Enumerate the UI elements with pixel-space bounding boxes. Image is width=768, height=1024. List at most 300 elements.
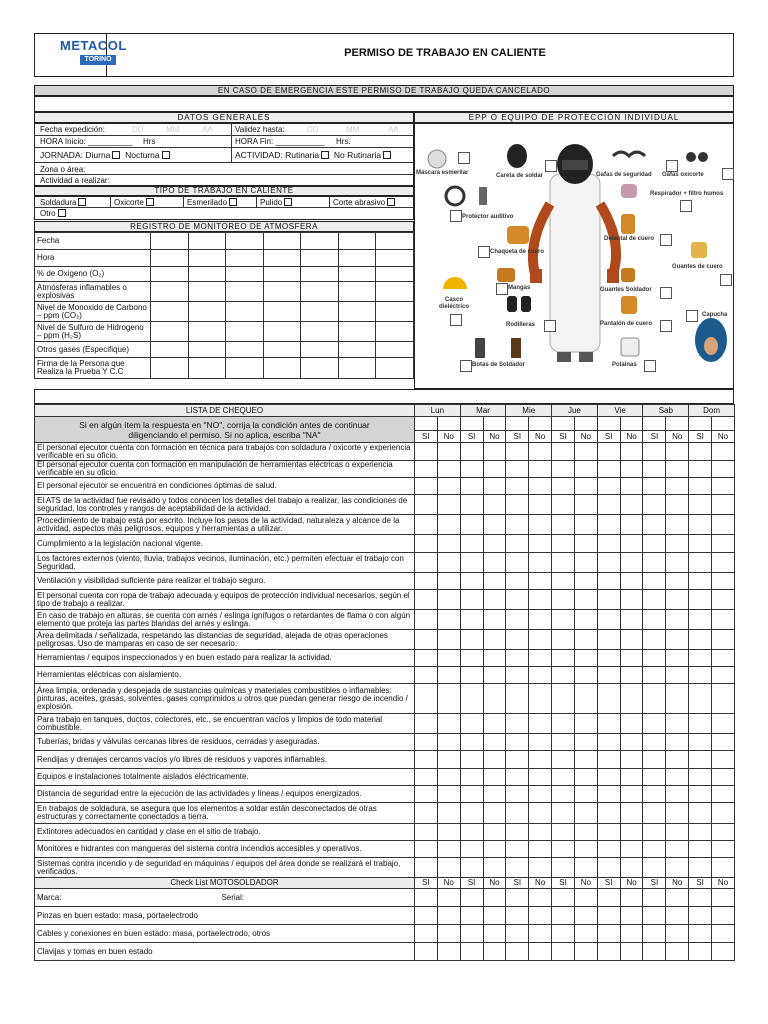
- epp-guantes-soldador-checkbox[interactable]: [660, 287, 672, 299]
- epp-respirador-checkbox[interactable]: [680, 200, 692, 212]
- no-check-cell[interactable]: [666, 610, 689, 630]
- no-check-cell[interactable]: [437, 786, 460, 803]
- si-check-cell[interactable]: [597, 858, 620, 878]
- no-check-cell[interactable]: [529, 734, 552, 751]
- si-check-cell[interactable]: [552, 769, 575, 786]
- no-check-cell[interactable]: [529, 443, 552, 461]
- no-check-cell[interactable]: [620, 461, 643, 478]
- atmosphere-cell[interactable]: [376, 233, 414, 250]
- si-check-cell[interactable]: [552, 925, 575, 943]
- no-check-cell[interactable]: [574, 630, 597, 650]
- no-check-cell[interactable]: [574, 907, 597, 925]
- tipo-corte-abrasivo[interactable]: [333, 198, 395, 207]
- si-check-cell[interactable]: [689, 751, 712, 769]
- si-check-cell[interactable]: [552, 858, 575, 878]
- no-check-cell[interactable]: [529, 714, 552, 734]
- atmosphere-cell[interactable]: [226, 342, 264, 358]
- si-check-cell[interactable]: [415, 590, 438, 610]
- no-check-cell[interactable]: [529, 858, 552, 878]
- atmosphere-cell[interactable]: [338, 358, 376, 379]
- no-check-cell[interactable]: [666, 907, 689, 925]
- pulido-checkbox[interactable]: [284, 198, 292, 206]
- no-check-cell[interactable]: [712, 841, 735, 858]
- si-check-cell[interactable]: [689, 841, 712, 858]
- no-check-cell[interactable]: [529, 786, 552, 803]
- si-check-cell[interactable]: [597, 650, 620, 667]
- si-check-cell[interactable]: [552, 714, 575, 734]
- fecha-mm-field[interactable]: MM: [166, 125, 180, 134]
- no-check-cell[interactable]: [529, 535, 552, 553]
- atmosphere-cell[interactable]: [301, 302, 339, 322]
- no-check-cell[interactable]: [574, 803, 597, 824]
- si-check-cell[interactable]: [506, 443, 529, 461]
- no-check-cell[interactable]: [529, 907, 552, 925]
- atmosphere-cell[interactable]: [151, 233, 189, 250]
- marca-label[interactable]: Marca:: [37, 892, 62, 902]
- epp-guantes-cuero-checkbox[interactable]: [720, 274, 732, 286]
- si-check-cell[interactable]: [460, 734, 483, 751]
- no-check-cell[interactable]: [483, 630, 506, 650]
- si-check-cell[interactable]: [415, 769, 438, 786]
- si-check-cell[interactable]: [415, 443, 438, 461]
- no-check-cell[interactable]: [666, 478, 689, 495]
- no-check-cell[interactable]: [529, 461, 552, 478]
- no-check-cell[interactable]: [529, 650, 552, 667]
- no-check-cell[interactable]: [620, 907, 643, 925]
- no-check-cell[interactable]: [666, 515, 689, 535]
- no-check-cell[interactable]: [712, 803, 735, 824]
- si-check-cell[interactable]: [506, 535, 529, 553]
- no-check-cell[interactable]: [483, 803, 506, 824]
- si-check-cell[interactable]: [689, 667, 712, 684]
- si-check-cell[interactable]: [643, 610, 666, 630]
- si-check-cell[interactable]: [643, 650, 666, 667]
- no-check-cell[interactable]: [437, 751, 460, 769]
- no-check-cell[interactable]: [666, 714, 689, 734]
- si-check-cell[interactable]: [415, 751, 438, 769]
- no-check-cell[interactable]: [437, 553, 460, 573]
- si-check-cell[interactable]: [460, 769, 483, 786]
- si-check-cell[interactable]: [689, 684, 712, 714]
- atmosphere-cell[interactable]: [301, 250, 339, 267]
- si-check-cell[interactable]: [460, 515, 483, 535]
- no-check-cell[interactable]: [712, 734, 735, 751]
- no-check-cell[interactable]: [666, 667, 689, 684]
- atmosphere-cell[interactable]: [226, 282, 264, 302]
- si-check-cell[interactable]: [415, 925, 438, 943]
- si-check-cell[interactable]: [460, 553, 483, 573]
- no-check-cell[interactable]: [666, 769, 689, 786]
- si-check-cell[interactable]: [460, 667, 483, 684]
- epp-botas-checkbox[interactable]: [460, 360, 472, 372]
- si-check-cell[interactable]: [643, 714, 666, 734]
- no-check-cell[interactable]: [574, 461, 597, 478]
- si-check-cell[interactable]: [460, 714, 483, 734]
- si-check-cell[interactable]: [552, 786, 575, 803]
- si-check-cell[interactable]: [506, 803, 529, 824]
- no-check-cell[interactable]: [574, 841, 597, 858]
- atmosphere-cell[interactable]: [226, 233, 264, 250]
- atmosphere-cell[interactable]: [151, 267, 189, 282]
- no-check-cell[interactable]: [437, 841, 460, 858]
- epp-delantal-checkbox[interactable]: [660, 234, 672, 246]
- no-check-cell[interactable]: [712, 751, 735, 769]
- no-check-cell[interactable]: [620, 751, 643, 769]
- si-check-cell[interactable]: [643, 590, 666, 610]
- si-check-cell[interactable]: [643, 943, 666, 961]
- si-check-cell[interactable]: [689, 573, 712, 590]
- no-check-cell[interactable]: [483, 769, 506, 786]
- no-check-cell[interactable]: [483, 714, 506, 734]
- no-check-cell[interactable]: [437, 478, 460, 495]
- no-check-cell[interactable]: [712, 461, 735, 478]
- no-check-cell[interactable]: [437, 824, 460, 841]
- si-check-cell[interactable]: [415, 573, 438, 590]
- epp-gafas-oxi-checkbox[interactable]: [722, 168, 734, 180]
- si-check-cell[interactable]: [552, 803, 575, 824]
- atmosphere-cell[interactable]: [226, 358, 264, 379]
- no-check-cell[interactable]: [666, 443, 689, 461]
- no-check-cell[interactable]: [712, 667, 735, 684]
- si-check-cell[interactable]: [415, 824, 438, 841]
- si-check-cell[interactable]: [552, 573, 575, 590]
- si-check-cell[interactable]: [643, 535, 666, 553]
- atmosphere-cell[interactable]: [263, 282, 301, 302]
- atmosphere-cell[interactable]: [376, 322, 414, 342]
- si-check-cell[interactable]: [689, 769, 712, 786]
- no-check-cell[interactable]: [529, 573, 552, 590]
- no-check-cell[interactable]: [620, 841, 643, 858]
- no-check-cell[interactable]: [437, 515, 460, 535]
- si-check-cell[interactable]: [506, 478, 529, 495]
- si-check-cell[interactable]: [415, 786, 438, 803]
- si-check-cell[interactable]: [689, 907, 712, 925]
- si-check-cell[interactable]: [597, 590, 620, 610]
- si-check-cell[interactable]: [460, 751, 483, 769]
- no-check-cell[interactable]: [483, 684, 506, 714]
- si-check-cell[interactable]: [552, 461, 575, 478]
- atmosphere-cell[interactable]: [263, 250, 301, 267]
- epp-chaqueta-checkbox[interactable]: [478, 246, 490, 258]
- si-check-cell[interactable]: [689, 824, 712, 841]
- no-check-cell[interactable]: [483, 734, 506, 751]
- no-check-cell[interactable]: [483, 573, 506, 590]
- no-check-cell[interactable]: [712, 925, 735, 943]
- si-check-cell[interactable]: [506, 553, 529, 573]
- epp-polainas-checkbox[interactable]: [644, 360, 656, 372]
- no-check-cell[interactable]: [666, 803, 689, 824]
- si-check-cell[interactable]: [506, 907, 529, 925]
- si-check-cell[interactable]: [597, 841, 620, 858]
- atmosphere-cell[interactable]: [338, 322, 376, 342]
- atmosphere-cell[interactable]: [226, 250, 264, 267]
- si-check-cell[interactable]: [643, 824, 666, 841]
- validez-aa-field[interactable]: AA: [388, 125, 399, 134]
- no-check-cell[interactable]: [483, 515, 506, 535]
- no-check-cell[interactable]: [529, 751, 552, 769]
- si-check-cell[interactable]: [597, 684, 620, 714]
- si-check-cell[interactable]: [460, 925, 483, 943]
- atmosphere-cell[interactable]: [151, 358, 189, 379]
- no-check-cell[interactable]: [712, 535, 735, 553]
- hora-inicio-field[interactable]: HORA Inicio: __________: [40, 137, 133, 146]
- si-check-cell[interactable]: [506, 858, 529, 878]
- atmosphere-cell[interactable]: [338, 250, 376, 267]
- si-check-cell[interactable]: [597, 943, 620, 961]
- si-check-cell[interactable]: [643, 734, 666, 751]
- si-check-cell[interactable]: [460, 650, 483, 667]
- si-check-cell[interactable]: [415, 684, 438, 714]
- no-check-cell[interactable]: [712, 769, 735, 786]
- no-check-cell[interactable]: [529, 803, 552, 824]
- no-check-cell[interactable]: [712, 495, 735, 515]
- no-check-cell[interactable]: [620, 495, 643, 515]
- si-check-cell[interactable]: [506, 495, 529, 515]
- si-check-cell[interactable]: [460, 824, 483, 841]
- atmosphere-cell[interactable]: [376, 282, 414, 302]
- no-check-cell[interactable]: [574, 751, 597, 769]
- no-check-cell[interactable]: [620, 858, 643, 878]
- si-check-cell[interactable]: [460, 841, 483, 858]
- no-check-cell[interactable]: [437, 803, 460, 824]
- atmosphere-cell[interactable]: [301, 282, 339, 302]
- si-check-cell[interactable]: [506, 515, 529, 535]
- no-check-cell[interactable]: [483, 443, 506, 461]
- no-check-cell[interactable]: [574, 858, 597, 878]
- atmosphere-cell[interactable]: [376, 342, 414, 358]
- no-check-cell[interactable]: [574, 443, 597, 461]
- no-check-cell[interactable]: [712, 610, 735, 630]
- si-check-cell[interactable]: [552, 630, 575, 650]
- atmosphere-cell[interactable]: [338, 282, 376, 302]
- no-check-cell[interactable]: [437, 925, 460, 943]
- no-check-cell[interactable]: [712, 858, 735, 878]
- no-check-cell[interactable]: [666, 495, 689, 515]
- si-check-cell[interactable]: [415, 610, 438, 630]
- validez-dd-field[interactable]: DD: [307, 125, 319, 134]
- atmosphere-cell[interactable]: [188, 282, 226, 302]
- no-check-cell[interactable]: [574, 769, 597, 786]
- no-check-cell[interactable]: [529, 943, 552, 961]
- no-check-cell[interactable]: [483, 824, 506, 841]
- si-check-cell[interactable]: [597, 535, 620, 553]
- tipo-pulido[interactable]: [260, 198, 292, 207]
- si-check-cell[interactable]: [506, 667, 529, 684]
- si-check-cell[interactable]: [506, 841, 529, 858]
- no-check-cell[interactable]: [529, 925, 552, 943]
- atmosphere-cell[interactable]: [188, 322, 226, 342]
- no-check-cell[interactable]: [666, 650, 689, 667]
- epp-careta-checkbox[interactable]: [545, 160, 557, 172]
- si-check-cell[interactable]: [597, 824, 620, 841]
- atmosphere-cell[interactable]: [338, 267, 376, 282]
- no-check-cell[interactable]: [620, 667, 643, 684]
- fecha-aa-field[interactable]: AA: [202, 125, 213, 134]
- no-check-cell[interactable]: [529, 824, 552, 841]
- si-check-cell[interactable]: [552, 684, 575, 714]
- si-check-cell[interactable]: [643, 443, 666, 461]
- atmosphere-cell[interactable]: [338, 302, 376, 322]
- no-check-cell[interactable]: [574, 786, 597, 803]
- si-check-cell[interactable]: [552, 610, 575, 630]
- si-check-cell[interactable]: [552, 907, 575, 925]
- si-check-cell[interactable]: [689, 443, 712, 461]
- no-check-cell[interactable]: [620, 553, 643, 573]
- si-check-cell[interactable]: [643, 684, 666, 714]
- si-check-cell[interactable]: [552, 841, 575, 858]
- atmosphere-cell[interactable]: [226, 322, 264, 342]
- hora-fin-field[interactable]: HORA Fin: ___________: [235, 137, 325, 146]
- no-check-cell[interactable]: [666, 858, 689, 878]
- no-check-cell[interactable]: [483, 943, 506, 961]
- si-check-cell[interactable]: [460, 630, 483, 650]
- si-check-cell[interactable]: [552, 824, 575, 841]
- no-check-cell[interactable]: [574, 650, 597, 667]
- no-check-cell[interactable]: [437, 714, 460, 734]
- no-check-cell[interactable]: [483, 590, 506, 610]
- si-check-cell[interactable]: [506, 786, 529, 803]
- no-check-cell[interactable]: [483, 786, 506, 803]
- no-check-cell[interactable]: [620, 590, 643, 610]
- si-check-cell[interactable]: [460, 684, 483, 714]
- si-check-cell[interactable]: [415, 734, 438, 751]
- tipo-soldadura[interactable]: [40, 198, 86, 207]
- no-check-cell[interactable]: [437, 573, 460, 590]
- atmosphere-cell[interactable]: [188, 267, 226, 282]
- si-check-cell[interactable]: [597, 769, 620, 786]
- no-check-cell[interactable]: [620, 803, 643, 824]
- no-check-cell[interactable]: [574, 610, 597, 630]
- si-check-cell[interactable]: [689, 858, 712, 878]
- si-check-cell[interactable]: [460, 573, 483, 590]
- atmosphere-cell[interactable]: [263, 342, 301, 358]
- no-check-cell[interactable]: [620, 630, 643, 650]
- si-check-cell[interactable]: [506, 684, 529, 714]
- no-check-cell[interactable]: [437, 461, 460, 478]
- no-check-cell[interactable]: [712, 786, 735, 803]
- si-check-cell[interactable]: [643, 769, 666, 786]
- si-check-cell[interactable]: [643, 495, 666, 515]
- no-check-cell[interactable]: [437, 684, 460, 714]
- no-check-cell[interactable]: [712, 630, 735, 650]
- no-check-cell[interactable]: [620, 684, 643, 714]
- tipo-otro[interactable]: [40, 209, 66, 218]
- no-check-cell[interactable]: [574, 495, 597, 515]
- si-check-cell[interactable]: [506, 751, 529, 769]
- no-check-cell[interactable]: [666, 824, 689, 841]
- no-check-cell[interactable]: [666, 841, 689, 858]
- atmosphere-cell[interactable]: [263, 358, 301, 379]
- si-check-cell[interactable]: [597, 734, 620, 751]
- epp-rodilleras-checkbox[interactable]: [544, 320, 556, 332]
- si-check-cell[interactable]: [597, 553, 620, 573]
- si-check-cell[interactable]: [552, 443, 575, 461]
- si-check-cell[interactable]: [460, 803, 483, 824]
- no-check-cell[interactable]: [437, 590, 460, 610]
- no-check-cell[interactable]: [437, 769, 460, 786]
- atmosphere-cell[interactable]: [226, 267, 264, 282]
- si-check-cell[interactable]: [552, 667, 575, 684]
- si-check-cell[interactable]: [643, 478, 666, 495]
- atmosphere-cell[interactable]: [376, 250, 414, 267]
- no-check-cell[interactable]: [620, 610, 643, 630]
- si-check-cell[interactable]: [415, 535, 438, 553]
- si-check-cell[interactable]: [689, 478, 712, 495]
- si-check-cell[interactable]: [643, 841, 666, 858]
- si-check-cell[interactable]: [597, 515, 620, 535]
- no-check-cell[interactable]: [529, 610, 552, 630]
- atmosphere-cell[interactable]: [263, 322, 301, 342]
- atmosphere-cell[interactable]: [188, 342, 226, 358]
- si-check-cell[interactable]: [506, 630, 529, 650]
- si-check-cell[interactable]: [643, 515, 666, 535]
- si-check-cell[interactable]: [597, 667, 620, 684]
- no-check-cell[interactable]: [574, 553, 597, 573]
- no-check-cell[interactable]: [483, 841, 506, 858]
- no-check-cell[interactable]: [437, 495, 460, 515]
- si-check-cell[interactable]: [415, 667, 438, 684]
- atmosphere-cell[interactable]: [151, 342, 189, 358]
- si-check-cell[interactable]: [506, 714, 529, 734]
- no-check-cell[interactable]: [437, 667, 460, 684]
- si-check-cell[interactable]: [460, 495, 483, 515]
- no-check-cell[interactable]: [437, 535, 460, 553]
- no-check-cell[interactable]: [620, 925, 643, 943]
- no-check-cell[interactable]: [712, 590, 735, 610]
- no-check-cell[interactable]: [712, 443, 735, 461]
- si-check-cell[interactable]: [643, 667, 666, 684]
- si-check-cell[interactable]: [415, 478, 438, 495]
- atmosphere-cell[interactable]: [151, 322, 189, 342]
- atmosphere-cell[interactable]: [263, 267, 301, 282]
- no-check-cell[interactable]: [574, 535, 597, 553]
- no-check-cell[interactable]: [666, 751, 689, 769]
- no-check-cell[interactable]: [483, 478, 506, 495]
- no-check-cell[interactable]: [574, 925, 597, 943]
- atmosphere-cell[interactable]: [188, 358, 226, 379]
- no-check-cell[interactable]: [529, 515, 552, 535]
- atmosphere-cell[interactable]: [301, 322, 339, 342]
- si-check-cell[interactable]: [460, 858, 483, 878]
- atmosphere-cell[interactable]: [263, 233, 301, 250]
- atmosphere-cell[interactable]: [188, 250, 226, 267]
- si-check-cell[interactable]: [689, 714, 712, 734]
- no-check-cell[interactable]: [620, 443, 643, 461]
- si-check-cell[interactable]: [415, 803, 438, 824]
- no-check-cell[interactable]: [666, 630, 689, 650]
- no-check-cell[interactable]: [483, 650, 506, 667]
- si-check-cell[interactable]: [415, 841, 438, 858]
- no-check-cell[interactable]: [529, 769, 552, 786]
- si-check-cell[interactable]: [689, 495, 712, 515]
- si-check-cell[interactable]: [415, 553, 438, 573]
- fecha-dd-field[interactable]: DD: [132, 125, 144, 134]
- no-check-cell[interactable]: [666, 573, 689, 590]
- no-check-cell[interactable]: [437, 610, 460, 630]
- no-check-cell[interactable]: [620, 515, 643, 535]
- no-check-cell[interactable]: [712, 515, 735, 535]
- si-check-cell[interactable]: [689, 734, 712, 751]
- si-check-cell[interactable]: [415, 495, 438, 515]
- si-check-cell[interactable]: [643, 858, 666, 878]
- atmosphere-cell[interactable]: [376, 358, 414, 379]
- no-check-cell[interactable]: [529, 495, 552, 515]
- si-check-cell[interactable]: [460, 786, 483, 803]
- esmerilado-checkbox[interactable]: [229, 198, 237, 206]
- atmosphere-cell[interactable]: [376, 302, 414, 322]
- no-check-cell[interactable]: [574, 478, 597, 495]
- no-check-cell[interactable]: [574, 943, 597, 961]
